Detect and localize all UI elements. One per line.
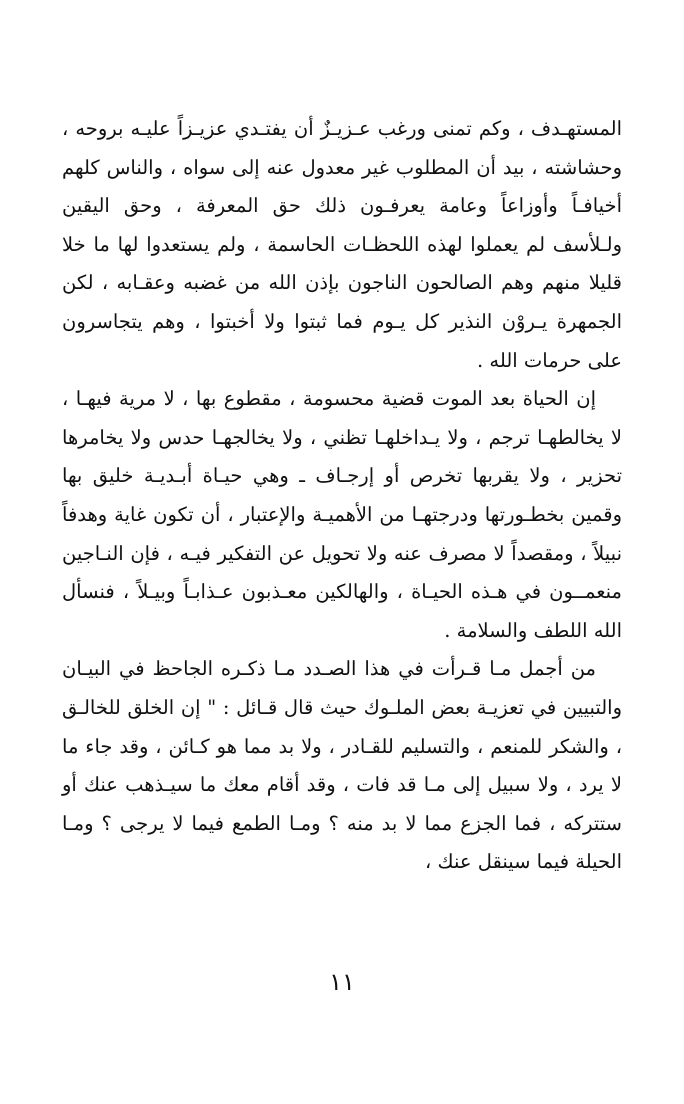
page-number: ١١ [329, 968, 355, 996]
paragraph-1: المستهـدف ، وكم تمنى ورغب عـزيـزٌ أن يفتـدي عزيـزاً عليـه بروحه ، وحشاشته ، بيد أن المطلوب غير معدول عنه إلى سواه ، والناس كلهم أخيافـاً وأوزاعاً وعامة يعرفـون ذلك حق المعرفة ، وحق اليقين ولـلأسف لم يعملوا لهذه اللحظـات الحاسمة ، ولم يستعدوا لها ما خلا قليلا منهم وهم الصالحون الناجون بإذن الله من غضبه وعقـابه ، لكن الجمهرة يـروْن النذير كل يـوم فما ثبتوا ولا أخبتوا ، وهم يتجاسرون على حرمات الله . [62, 117, 622, 372]
body-text [62, 110, 622, 882]
paragraph-2: إن الحياة بعد الموت قضية محسومة ، مقطوع بها ، لا مرية فيهـا ، لا يخالطهـا ترجم ، ولا يـداخلهـا تظني ، ولا يخالجهـا حدس ولا يخامرها تحزير ، ولا يقربها تخرص أو إرجـاف ـ وهي حيـاة أبـديـة خليق بها وقمين بخطـورتها ودرجتهـا من الأهميـة والإعتبار ، أن تكون غاية وهدفاً نبيلاً ، ومقصداً لا مصرف عنه ولا تحويل عن التفكير فيـه ، فإن النـاجين منعمــون في هـذه الحيـاة ، والهالكين معـذبون عـذابـاً وبيـلاً ، فنسأل الله اللطف والسلامة . [62, 387, 622, 642]
paragraph-3: من أجمل مـا قـرأت في هذا الصـدد مـا ذكـره الجاحظ في البيـان والتبيين في تعزيـة بعض الملـوك حيث قال قـائل : " إن الخلق للخالـق ، والشكر للمنعم ، والتسليم للقـادر ، ولا بد مما هو كـائن ، وقد جاء ما لا يرد ، ولا سبيل إلى مـا قد فات ، وقد أقام معك ما سيـذهب عنك أو ستتركه ، فما الجزع مما لا بد منه ؟ ومـا الطمع فيما لا يرجى ؟ ومـا الحيلة فيما سينقل عنك ، [62, 657, 622, 874]
